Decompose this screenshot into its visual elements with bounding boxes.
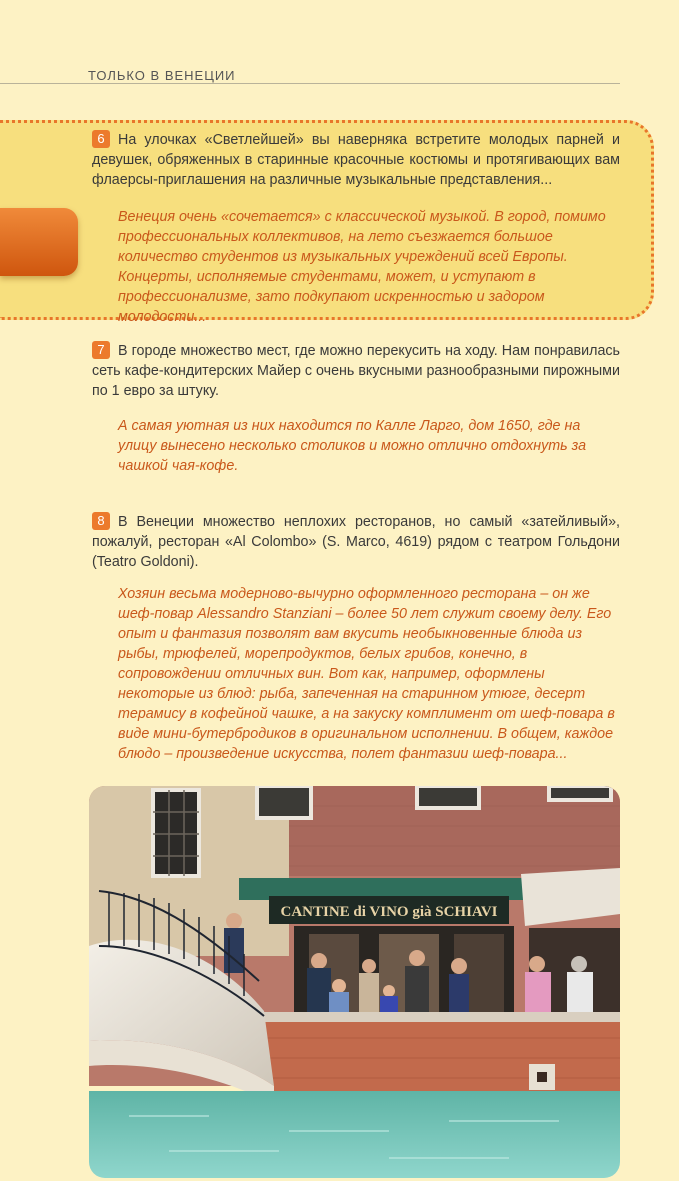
item-text: В Венеции множество неплохих ресторанов, но самый «затейливый», пожалуй, ресторан «Al Colombo» (S. Marco, 4619) рядом с театром Гольдони (Teatro Goldoni). — [92, 514, 620, 570]
item-note: А самая уютная из них находится по Калле Ларго, дом 1650, где на улицу вынесено несколько столиков и можно отлично отдохнуть за чашкой чая-кофе. — [118, 418, 587, 474]
shop-sign-text: CANTINE di VINO già SCHIAVI — [280, 904, 498, 920]
item-note: Венеция очень «сочетается» с классической музыкой. В город, помимо профессиональных коллективов, на лето съезжается большое количество студентов из музыкальных учреждений всей Европы. Концерты, исполняемые студентами, может, и уступают в профессионализме, зато подкупают искренностью и задором молодости... — [118, 209, 606, 325]
item-text: На улочках «Светлейшей» вы наверняка встретите молодых парней и девушек, обряженных в старинные красочные костюмы и протягивающих вам флаерсы-приглашения на различные музыкальные представления... — [92, 132, 620, 188]
list-item-6 — [92, 130, 620, 190]
item-number-badge: 7 — [92, 341, 110, 359]
running-head: ТОЛЬКО В ВЕНЕЦИИ — [88, 68, 236, 83]
item-number-badge: 6 — [92, 130, 110, 148]
venice-canal-photo — [89, 786, 620, 1178]
list-item-7 — [92, 341, 620, 401]
item-note: Хозяин весьма модерново-вычурно оформленного ресторана – он же шеф-повар Alessandro Stanziani – более 50 лет служит своему делу. Его опыт и фантазия позволят вам вкусить необыкновенные блюда из рыбы, трюфелей, морепродуктов, белых грибов, конечно, в сопровождении отличных вин. Вот как, например, оформлены некоторые из блюд: рыба, запеченная на старинном утюге, десерт терамису в кофейной чашке, а на закуску комплимент от шеф-повара в виде мини-бутербродиков в оригинальном исполнении. В общем, каждое блюдо – произведение искусства, полет фантазии шеф-повара... — [118, 586, 615, 762]
list-item-8 — [92, 512, 620, 572]
item-number-badge: 8 — [92, 512, 110, 530]
header-rule — [0, 83, 620, 84]
item-text: В городе множество мест, где можно перекусить на ходу. Нам понравилась сеть кафе-кондитерских Майер с очень вкусными разнообразными пирожными по 1 евро за штуку. — [92, 343, 621, 399]
side-tab-button[interactable] — [0, 208, 78, 276]
